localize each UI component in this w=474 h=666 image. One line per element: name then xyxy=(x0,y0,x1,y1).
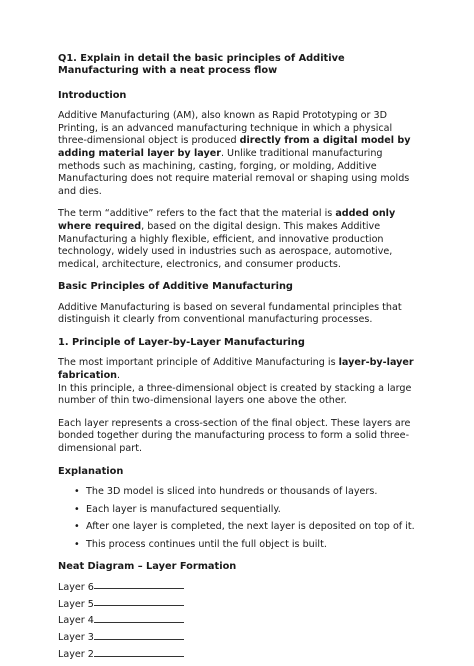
list-item-text: After one layer is completed, the next layer is deposited on top of it. xyxy=(86,521,415,533)
layer-diagram xyxy=(58,582,420,662)
section-heading-principle-1: 1. Principle of Layer-by-Layer Manufacturing xyxy=(58,336,305,348)
layer-line xyxy=(94,639,184,640)
bullet-icon: • xyxy=(74,521,80,533)
layer-label: Layer 6 xyxy=(58,581,94,593)
bullet-icon: • xyxy=(74,485,80,497)
layer-row xyxy=(58,615,420,628)
intro-p2-bold: added only where required xyxy=(58,208,396,232)
section-heading-basic-principles: Basic Principles of Additive Manufacturing xyxy=(58,281,293,293)
layer-row xyxy=(58,599,420,612)
list-item-text: Each layer is manufactured sequentially. xyxy=(86,503,281,515)
principle1-paragraph-1 xyxy=(58,357,420,407)
section-heading-introduction: Introduction xyxy=(58,89,127,101)
principle1-paragraph-2: Each layer represents a cross-section of the final object. These layers are bonded together during the manufacturing process to form a solid three-dimensional part. xyxy=(58,417,411,454)
principle1-p1-text-c: In this principle, a three-dimensional object is created by stacking a large number of thin two-dimensional layers one above the other. xyxy=(58,382,412,407)
section-heading-diagram: Neat Diagram – Layer Formation xyxy=(58,561,237,573)
principle1-p1-text-a: The most important principle of Additive Manufacturing is xyxy=(58,357,339,369)
list-item xyxy=(58,539,420,552)
intro-p1-text-b: . Unlike traditional manufacturing methods such as machining, casting, forging, or molding, Additive Manufacturing does not require material removal or shaping using molds and dies. xyxy=(58,148,410,197)
list-item xyxy=(58,521,420,534)
bullet-icon: • xyxy=(74,503,80,515)
section-heading-explanation: Explanation xyxy=(58,465,124,477)
layer-label: Layer 2 xyxy=(58,649,94,661)
layer-row xyxy=(58,649,420,662)
intro-p1-bold: directly from a digital model by adding material layer by layer xyxy=(58,135,411,159)
layer-row xyxy=(58,632,420,645)
layer-row xyxy=(58,582,420,595)
list-item xyxy=(58,504,420,517)
explanation-list xyxy=(58,486,420,551)
layer-label: Layer 4 xyxy=(58,615,94,627)
intro-p2-text-a: The term “additive” refers to the fact that the material is xyxy=(58,208,336,220)
intro-p1-text-a: Additive Manufacturing (AM), also known as Rapid Prototyping or 3D Printing, is an advanced manufacturing technique in which a physical three-dimensional object is produced xyxy=(58,110,393,147)
list-item-text: This process continues until the full object is built. xyxy=(86,538,327,550)
list-item-text: The 3D model is sliced into hundreds or thousands of layers. xyxy=(86,485,378,497)
list-item xyxy=(58,486,420,499)
intro-p2-text-b: , based on the digital design. This makes Additive Manufacturing a highly flexible, efficient, and innovative production technology, widely used in industries such as aerospace, automotive, medical, architecture, electronics, and consumer products. xyxy=(58,220,393,270)
basics-paragraph: Additive Manufacturing is based on several fundamental principles that distinguish it clearly from conventional manufacturing processes. xyxy=(58,301,402,326)
intro-paragraph-2 xyxy=(58,208,420,271)
principle1-p1-bold: layer-by-layer fabrication xyxy=(58,357,414,381)
intro-paragraph-1 xyxy=(58,110,420,198)
layer-line xyxy=(94,605,184,606)
layer-label: Layer 5 xyxy=(58,598,94,610)
layer-line xyxy=(94,622,184,623)
layer-line xyxy=(94,588,184,589)
question-title: Q1. Explain in detail the basic principles of Additive Manufacturing with a neat process flow xyxy=(58,53,345,77)
bullet-icon: • xyxy=(74,538,80,550)
layer-label: Layer 3 xyxy=(58,632,94,644)
principle1-p1-text-b: . xyxy=(117,369,121,381)
document-page xyxy=(58,53,420,666)
layer-line xyxy=(94,656,184,657)
